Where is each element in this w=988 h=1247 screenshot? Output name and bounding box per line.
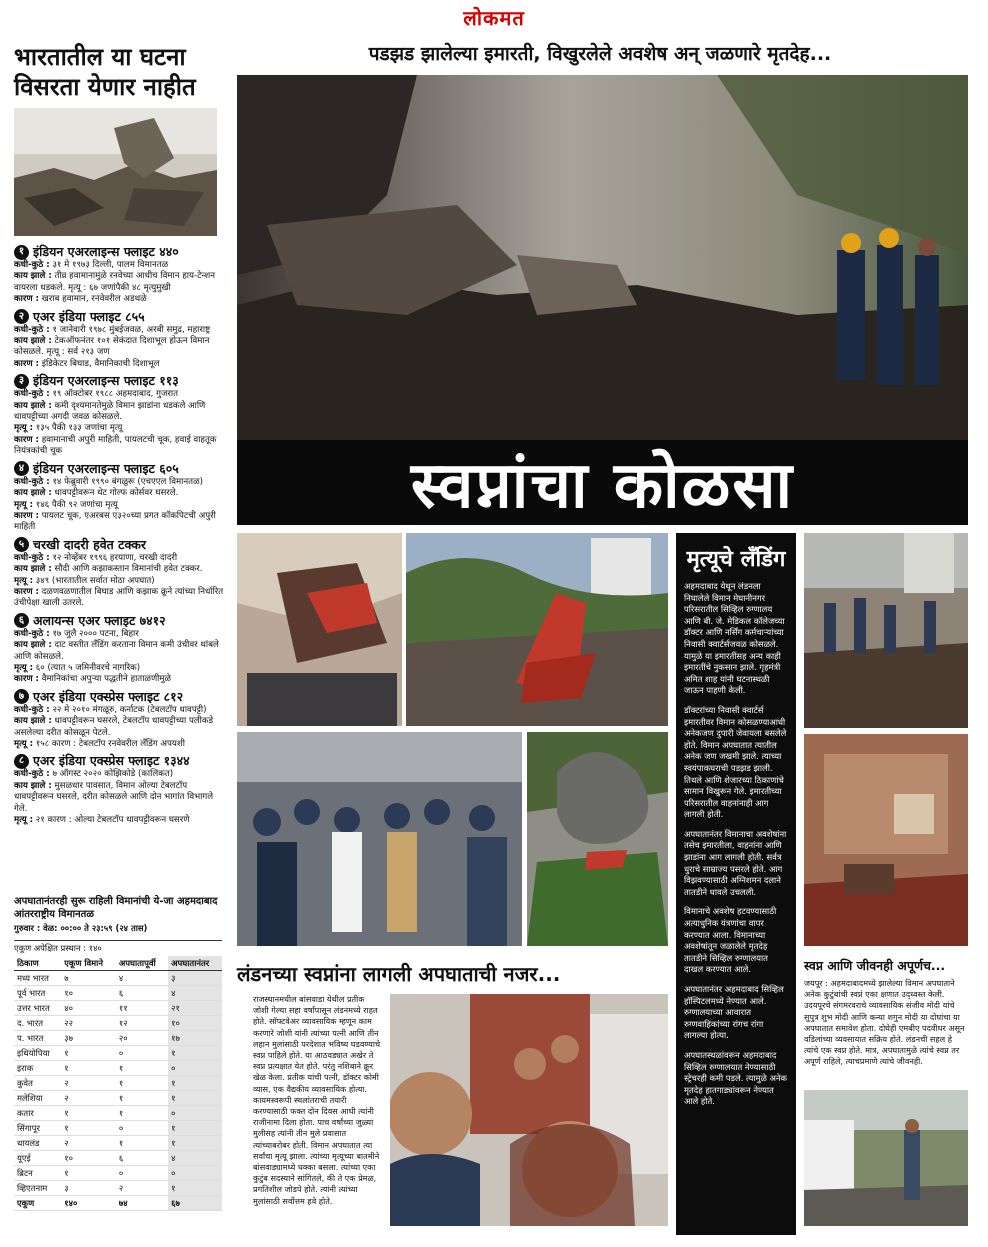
- table-header-row: ठिकाण एकूण विमाने अपघातापूर्वी अपघातानंतर: [14, 956, 222, 971]
- stats-subheading: गुरुवार : वेळ: ००:०० ते २३:५९ (२४ तास): [14, 923, 148, 933]
- stats-heading: अपघातानंतरही सुरू राहिली विमानांची ये-जा अहमदाबाद आंतरराष्ट्रीय विमानतळ: [14, 896, 218, 920]
- table-row: मलेशिया २ १ १: [14, 1091, 222, 1106]
- crash-item: २ एअर इंडिया फ्लाइट ८५५ कधी-कुठे : १ जानेवारी १९७८ मुंबईजवळ, अरबी समुद्र, महाराष्ट्र काय झाले : टेकऑफनंतर १०१ सेकंदात दिशाभूल होऊन विमान कोसळले. मृत्यू : सर्व २१३ जण कारण : इंडिकेटर बिघाड, वैमानिकाची दिशाभूल: [14, 308, 211, 369]
- crash-item: ३ इंडियन एअरलाइन्स फ्लाइट ११३ कधी-कुठे : १९ ऑक्टोबर १९८८ अहमदाबाद, गुजरात काय झाले : कमी दृश्यमानतेमुळे विमान झाडांना धडकले आणि धावपट्टीच्या अगदी जवळ कोसळले. मृत्यू : १३५ पैकी १३३ जणांचा मृत्यू कारण : हवामानाची अपुरी माहिती, पायलटची चूक, हवाई वाहतूक नियंत्रकांची चूक: [14, 373, 217, 457]
- family-selfie-photo: [390, 994, 668, 1226]
- death-paragraph: डॉक्टरांच्या निवासी क्वार्टर्स इमारतीवर विमान कोसळण्याआधी अनेकजण दुपारी जेवायला बसलेले होते. विमान अपघातात त्यातील अनेक जण जखमी झाले. त्याच्या स्वयंपाकघराची पडझड झाली. तिथले आणि शेजारच्या ठिकाणांचे सामान विखुरून गेले. इमारतीच्या परिसरातील वाहनांनाही आग लागली होती.: [684, 704, 787, 820]
- masthead: [0, 0, 988, 34]
- london-story-text: राजस्थानमधील बांसवाडा येथील प्रतीक जोशी गेल्या सहा वर्षांपासून लंडनमध्ये राहत होते. सॉफ्टवेअर व्यावसायिक म्हणून काम करणारे जोशी यांनी त्यांच्या पत्नी आणि तीन लहान मुलांसाठी परदेशात भविष्य घडवण्याचे स्वप्न पाहिले होते. या आठवड्यात अखेर ते स्वप्न प्रत्यक्षात येत होते. परंतु नशिबाने क्रूर खेळ केला. प्रतीक यांची पत्नी, डॉक्टर कोमी व्यास, एक वैद्यकीय व्यावसायिक होत्या. कायमस्वरूपी स्थलांतराची तयारी करण्यासाठी फक्त दोन दिवस आधी त्यांनी राजीनामा दिला होता. पाच वर्षांच्या जुळ्या मुलीसह त्यांनी तीन मुले प्रवासात त्यांच्याबरोबर होती. विमान अपघातात त्या सर्वांचा मृत्यू झाला. त्यांच्या मृत्यूच्या बातमीने बांसवाड्यामध्ये धक्का बसला. त्यांच्या एका कुटुंब सदस्याने सांगितले, की ते एक प्रेमळ, प्रगतिशील जोडपे होते. त्यांनी त्यांच्या मुलांसाठी सर्वोत्तम हवे होते.: [253, 994, 381, 1206]
- death-heading: मृत्यूचे लँडिंग: [686, 547, 786, 572]
- table-row: इथियोपिया १ ० १: [14, 1046, 222, 1061]
- crash-list: [14, 244, 224, 829]
- crash-item: ८ एअर इंडिया एक्स्प्रेस फ्लाइट १३४४ कधी-कुठे : ७ ऑगस्ट २०२० कोझिकोडे (कालिकत) काय झाले : मुसळधार पावसात, विमान ओल्या टेबलटॉप धावपट्टीवरून घसरले, दरीत कोसळले आणि दोन भागांत विभागले गेले. मृत्यू : २१ कारण : ओल्या टेबलटॉप धावपट्टीवरून घसरणे: [14, 753, 214, 826]
- crash-title: इंडियन एअरलाइन्स फ्लाइट ११३: [33, 373, 179, 389]
- stats-total: एकूण अपेक्षित प्रस्थान : १४०: [14, 940, 222, 954]
- crash-title: इंडियन एअरलाइन्स फ्लाइट ४४०: [33, 244, 179, 259]
- left-headline: भारतातील या घटना विसरता येणार नाहीत: [14, 43, 196, 101]
- table-row: कुवेत २ १ १: [14, 1076, 222, 1091]
- kitchen-damage-photo: [804, 734, 968, 946]
- crowd-officials-photo: [237, 732, 522, 946]
- rescue-scene-photo: [804, 533, 968, 728]
- crash-item: ६ अलायन्स एअर फ्लाइट ७४१२ कधी-कुठे : १७ जुलै २००० पटना, बिहार काय झाले : दाट वस्तीत लँडिंग करताना विमान कमी उंचीवर थांबले आणि कोसळले. मृत्यू : ६० (त्यात ५ जमिनीवरचे नागरिक) कारण : वैमानिकांचा अपुऱ्या पद्धतीने हाताळणीमुळे: [14, 612, 219, 685]
- death-paragraph: अहमदाबाद येथून लंडनला निघालेले विमान मेघानीनगर परिसरातील सिव्हिल रुग्णालय आणि बी. जे. मेडिकल कॉलेजच्या डॉक्टर आणि नर्सिंग कर्मचाऱ्यांच्या निवासी क्वार्टर्सजवळ कोसळले. यामुळे या इमारतींसह अन्य काही इमारतींचे नुकसान झाले. गृहमंत्री अमित शाह यांनी घटनास्थळी जाऊन पाहणी केली.: [684, 581, 785, 696]
- table-row: ब्रिटन १ ० ०: [14, 1166, 222, 1181]
- newspaper-logo: लोकमत: [463, 5, 525, 30]
- crash-item: ७ एअर इंडिया एक्स्प्रेस फ्लाइट ८१२ कधी-कुठे : २२ मे २०१० मंगळूरु, कर्नाटक (टेबलटॉप धावपट्टी) काय झाले : धावपट्टीवरून घसरले, टेबलटॉप धावपट्टीच्या पलीकडे असलेल्या दरीत कोसळून पेटले. मृत्यू : १५८ कारण : टेबलटॉप रनवेवरील लँडिंग अपयशी: [14, 688, 214, 749]
- crash-title: अलायन्स एअर फ्लाइट ७४१२: [33, 612, 166, 628]
- london-headline: लंडनच्या स्वप्नांना लागली अपघाताची नजर...: [237, 962, 561, 986]
- smoke-field-photo: [527, 732, 668, 946]
- stats-table: [14, 956, 222, 1211]
- table-row: सिंगापूर १ ० १: [14, 1121, 222, 1136]
- crash-item: १ इंडियन एअरलाइन्स फ्लाइट ४४० कधी-कुठे : ३१ मे १९७३ दिल्ली, पालम विमानतळ काय झाले : तीव्र हवामानामुळे रनवेच्या आधीच विमान हाय-टेन्शन वायरला धडकले. मृत्यू : ६७ जणांपैकी ४८ मृत्युमुखी कारण : खराब हवामान, रनवेवरील अडथळे: [14, 244, 215, 305]
- ambulance-scene-photo: [804, 1090, 968, 1226]
- table-row: उत्तर भारत ४० ११ २१: [14, 1001, 222, 1016]
- table-row: इराक १ १ ०: [14, 1061, 222, 1076]
- crash-debris-photo: [14, 108, 217, 236]
- hero-title: स्वप्नांचा कोळसा: [237, 440, 968, 525]
- damaged-building-photo: [237, 533, 402, 726]
- crash-title: एअर इंडिया एक्स्प्रेस फ्लाइट १३४४: [33, 753, 190, 769]
- death-paragraph: अपघातानंतर विमानाचा अवशेषांना तसेच इमारतीला, वाहनांना आणि झाडांना आग लागली होती. सर्वत्र धुराचे साम्राज्य पसरले होते. आग विझवण्यासाठी अग्निशमन दलाने तातडीने धावले उचलली.: [684, 828, 787, 897]
- table-row: पूर्व भारत १० ६ ४: [14, 986, 222, 1001]
- death-landing-column: [676, 533, 796, 1235]
- table-row: यूएई १० ६ ४: [14, 1151, 222, 1166]
- table-row: थायलंड २ १ १: [14, 1136, 222, 1151]
- table-row: मध्य भारत ७ ४ ३: [14, 971, 222, 986]
- dream-story-text: जयपूर : अहमदाबादमध्ये झालेल्या विमान अपघाताने अनेक कुटुंबांची स्वप्नं एका क्षणात उद्ध्वस्त केली. उदयपूरचे संगमरवराचे व्यावसायिक संजीव मोदी यांचे सुपुत्र शुभ मोदी आणि कन्या शगुन मोदी या दोघांचा या अपघातात समावेश होता. दोघेही एमबीए पदवीधर असून वडिलांच्या व्यवसायात सक्रिय होते. लंडनची सहल हे त्यांचे एक स्वप्न होते. मात्र, अपघातामुळे त्यांचे स्वप्न तर अपूर्ण राहिले, त्याचप्रमाणे त्यांचे जीवनही.: [804, 978, 965, 1067]
- table-row: व्हिएतनाम ३ २ १: [14, 1181, 222, 1196]
- top-headline: पडझड झालेल्या इमारती, विखुरलेले अवशेष अन् जळणारे मृतदेह...: [368, 43, 832, 65]
- dream-headline: स्वप्न आणि जीवनही अपूर्णच...: [804, 958, 946, 973]
- crash-item: ५ चरखी दादरी हवेत टक्कर कधी-कुठे : १२ नोव्हेंबर १९९६ हरयाणा, चरखी दादरी काय झाले : सौदी आणि कझाकस्तान विमानांची हवेत टक्कर. मृत्यू : ३४९ (भारतातील सर्वात मोठा अपघात) कारण : दळणवळणातील बिघाड आणि कझाक क्रूने त्यांच्या निर्धारित उंचीपेक्षा खाली उतरले.: [14, 536, 224, 609]
- crash-item: ४ इंडियन एअरलाइन्स फ्लाइट ६०५ कधी-कुठे : १४ फेब्रुवारी १९९० बंगळुरू (एचएएल विमानतळ) काय झाले : धावपट्टीवरून थेट गोल्फ कोर्सवर घसरले. मृत्यू : १४६ पैकी ९२ जणांचा मृत्यू कारण : पायलट चूक, एअरबस ए३२०च्या प्रगत कॉकपिटची अपुरी माहिती: [14, 460, 216, 533]
- crash-title: इंडियन एअरलाइन्स फ्लाइट ६०५: [33, 460, 179, 476]
- table-row: द. भारत २२ १२ १०: [14, 1016, 222, 1031]
- death-paragraph: विमानाचे अवशेष हटवण्यासाठी अत्याधुनिक यंत्रणांचा वापर करण्यात आला. विमानाच्या अवशेषांतून जळालेले मृतदेह तातडीने सिव्हिल रुग्णालयात दाखल करण्यात आले.: [684, 906, 777, 975]
- crash-title: चरखी दादरी हवेत टक्कर: [33, 536, 146, 552]
- crash-title: एअर इंडिया फ्लाइट ८५५: [33, 308, 145, 324]
- table-row: एकूण १४० ७४ ६७: [14, 1196, 222, 1211]
- crash-title: एअर इंडिया एक्स्प्रेस फ्लाइट ८१२: [33, 688, 184, 704]
- death-paragraph: अपघातानंतर अहमदाबाद सिव्हिल हॉस्पिटलमध्ये नेण्यात आले. रुग्णालयाच्या आवारात रुग्णवाहिकांच्या रांगच रांगा लागल्या होत्या.: [684, 984, 784, 1041]
- death-paragraph: अपघातस्थळांवरून अहमदाबाद सिव्हिल रुग्णालयात नेण्यासाठी स्ट्रेचरही कमी पडले. त्यामुळे अनेक मृतदेह हातगाड्यांवरून नेण्यात आले होते.: [684, 1049, 787, 1107]
- table-row: प. भारत ३७ २० १७: [14, 1031, 222, 1046]
- table-row: कतार १ १ ०: [14, 1106, 222, 1121]
- tail-wreckage-photo: [406, 533, 668, 726]
- flight-stats: [14, 895, 222, 1211]
